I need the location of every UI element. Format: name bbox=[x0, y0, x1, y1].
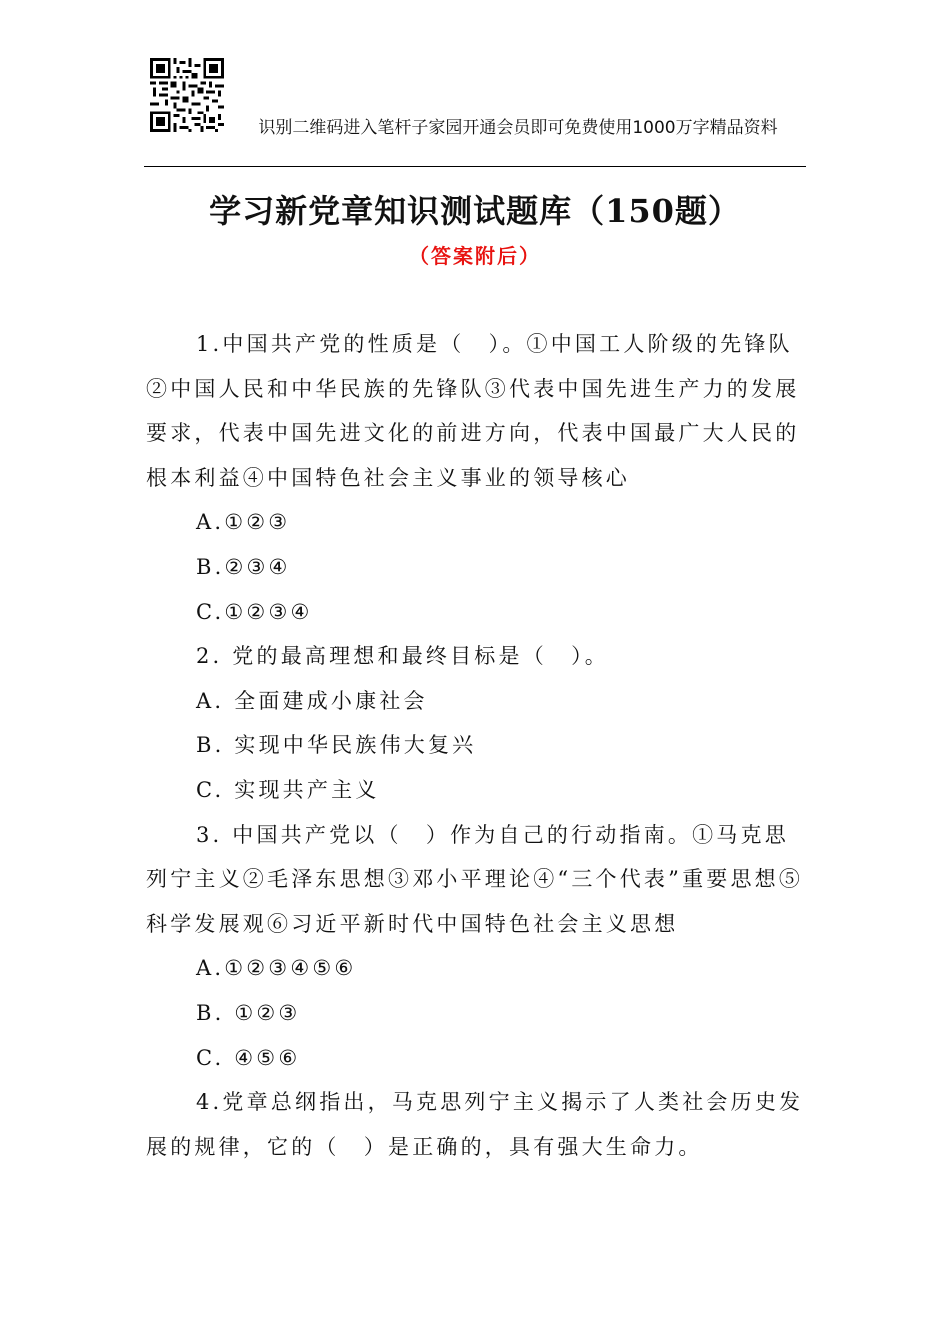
answer-option: A.①②③ bbox=[196, 510, 291, 535]
header-promo-text: 识别二维码进入笔杆子家园开通会员即可免费使用1000万字精品资料 bbox=[258, 118, 778, 138]
question-stem: 4.党章总纲指出，马克思列宁主义揭示了人类社会历史发展的规律，它的（ ）是正确的，具有强大生命力。 bbox=[146, 1090, 804, 1159]
document-subtitle: （答案附后） bbox=[409, 244, 541, 268]
answer-option: A.①②③④⑤⑥ bbox=[196, 956, 357, 981]
answer-option: B. 实现中华民族伟大复兴 bbox=[196, 733, 477, 758]
answer-option: C. ④⑤⑥ bbox=[196, 1045, 301, 1070]
question-list bbox=[146, 322, 806, 1169]
answer-option: C. 实现共产主义 bbox=[196, 777, 380, 802]
answer-option: B.②③④ bbox=[196, 554, 291, 579]
question-stem: 1.中国共产党的性质是（ ）。①中国工人阶级的先锋队②中国人民和中华民族的先锋队③代表中国先进生产力的发展要求，代表中国先进文化的前进方向，代表中国最广大人民的根本利益④中国特色社会主义事业的领导核心 bbox=[146, 332, 800, 490]
header-divider bbox=[144, 166, 806, 167]
document-title: 学习新党章知识测试题库（150题） bbox=[209, 192, 741, 230]
answer-option: B. ①②③ bbox=[196, 1000, 301, 1025]
question-stem: 3. 中国共产党以（ ）作为自己的行动指南。①马克思列宁主义②毛泽东思想③邓小平理论④“三个代表”重要思想⑤科学发展观⑥习近平新时代中国特色社会主义思想 bbox=[146, 822, 804, 936]
question-stem: 2. 党的最高理想和最终目标是（ ）。 bbox=[196, 644, 610, 669]
page-header bbox=[146, 58, 806, 166]
answer-option: C.①②③④ bbox=[196, 599, 313, 624]
answer-option: A. 全面建成小康社会 bbox=[196, 688, 428, 713]
